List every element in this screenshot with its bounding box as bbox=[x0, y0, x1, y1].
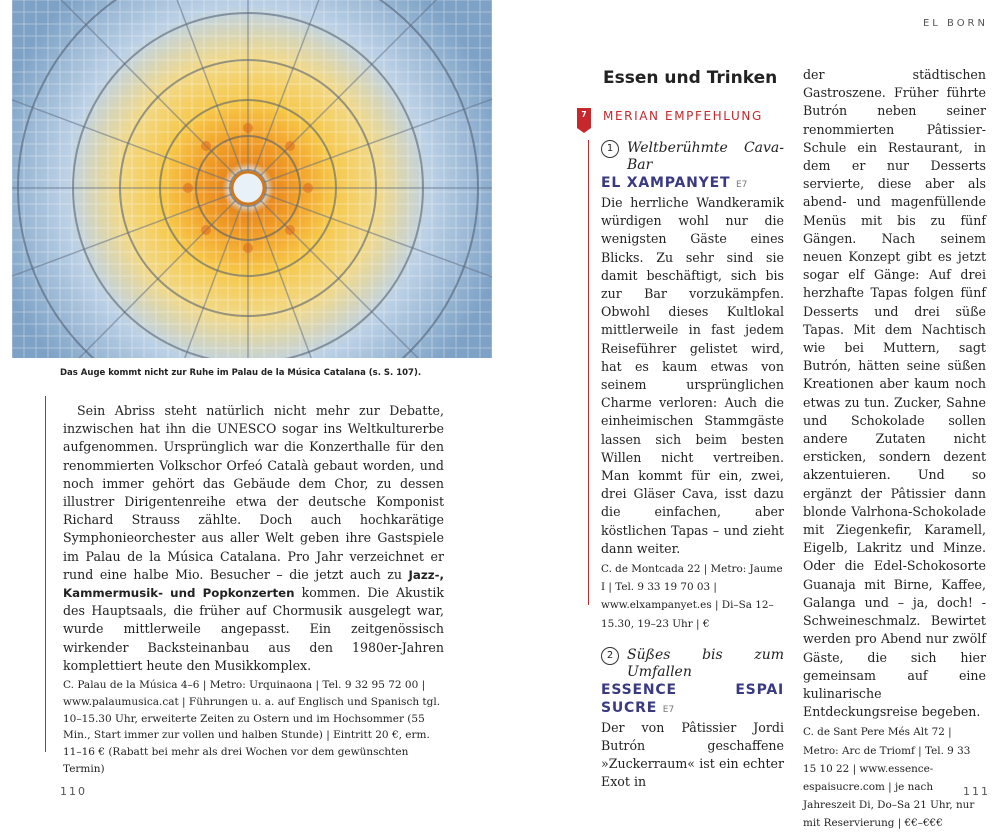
left-body-text bbox=[63, 402, 444, 778]
entry-headline-text: Weltberühmte Cava-Bar bbox=[627, 140, 784, 173]
paragraph-text: Sein Abriss steht natürlich nicht mehr zur Debatte, inzwischen hat ihn die UNESCO sogar ins Weltkulturerbe aufgenommen. Ursprünglich war die Konzerthalle für den renommierten Volkschor Orfeó Català gebaut worden, und noch immer gehört das Gebäude dem Chor, zu dessen illustrer Dirigentenreihe etwa der deutsche Komponist Richard Strauss zählte. Doch auch hochkarätige Symphonieorchester aus aller Welt geben ihre Gastspiele im Palau de la Música Catalana. Pro Jahr verzeichnet er rund eine halbe Mio. Besucher – die jetzt auch zu bbox=[63, 403, 444, 582]
entry-text: Der von Pâtissier Jordi Butrón geschaffene »Zuckerraum« ist ein echter Exot in bbox=[601, 719, 784, 790]
column-one bbox=[601, 140, 784, 792]
left-accent-rule bbox=[45, 396, 46, 752]
number-circle-icon: 2 bbox=[601, 647, 619, 665]
venue-name-text: EL XAMPANYET bbox=[601, 175, 731, 191]
recommendation-badge-icon: 7 bbox=[577, 108, 591, 128]
number-circle-icon: 1 bbox=[601, 140, 619, 158]
entry-headline bbox=[601, 140, 784, 174]
merian-recommendation-label: MERIAN EMPFEHLUNG bbox=[603, 109, 763, 123]
body-paragraph bbox=[63, 402, 444, 675]
page-number-right: 111 bbox=[963, 785, 990, 798]
right-accent-rule bbox=[588, 140, 589, 605]
section-title: Essen und Trinken bbox=[603, 68, 778, 88]
palau-info: C. Palau de la Música 4–6 | Metro: Urquinaona | Tel. 9 32 95 72 00 | www.palaumusica.cat | Führungen u. a. auf Englisch und Spanisch tgl. 10–15.30 Uhr, erweiterte Zeiten zu Ostern und im Hochsommer (55 Min., Start immer zur vollen und halben Stunde) | Eintritt 20 €, erm. 11–16 € (Rabatt bei mehr als drei Wochen vor dem gewünschten Termin) bbox=[63, 679, 441, 776]
highlight-concerts: Jazz-, Kammermusik- und Popkonzerten bbox=[63, 567, 444, 601]
entry-text: Die herrliche Wandkeramik würdigen wohl nur die wenigsten Gäste eines Blicks. Zu sehr sind sie damit beschäftigt, sich bis zur Bar vorzukämpfen. Obwohl dieses Kultlokal mittlerweile in fast jedem Reiseführer gelistet wird, hat es kaum etwas von seinem ursprünglichen Charme verloren: Auch die einheimischen Stammgäste lassen sich beim besten Willen nicht vertreiben. Man kommt für ein, zwei, drei Gläser Cava, isst dazu die einfachen, aber köstlichen Tapas – und zieht dann weiter. bbox=[601, 195, 784, 556]
badge-tip bbox=[577, 128, 591, 133]
venue-name bbox=[601, 174, 784, 194]
running-header: EL BORN bbox=[922, 18, 988, 29]
venue-info: C. de Montcada 22 | Metro: Jaume I | Tel. 9 33 19 70 03 | www.elxampanyet.es | Di–Sa 12–15.30, 19–23 Uhr | € bbox=[601, 563, 783, 630]
venue-name bbox=[601, 681, 784, 719]
stained-glass-photo bbox=[12, 0, 492, 358]
column-two bbox=[803, 66, 986, 833]
map-grid-reference: E7 bbox=[662, 704, 675, 715]
entry-headline bbox=[601, 647, 784, 681]
paragraph-text: kommen. Die Akustik des Hauptsaals, die früher auf Chormusik ausgelegt war, wurde mittlerweile angepasst. Ein zeitgenössisch wirkender Backsteinanbau aus den 1980er-Jahren komplettiert heute den Musikkomplex. bbox=[63, 585, 444, 673]
entry-headline-text: Süßes bis zum Umfallen bbox=[627, 646, 784, 680]
page-number-left: 110 bbox=[60, 785, 87, 798]
venue-info: C. de Sant Pere Més Alt 72 | Metro: Arc de Triomf | Tel. 9 33 15 10 22 | www.essence-espaisucre.com | je nach Jahreszeit Di, Do–Sa 21 Uhr, nur mit Reservierung | €€–€€€ bbox=[803, 726, 975, 830]
photo-caption: Das Auge kommt nicht zur Ruhe im Palau de la Música Catalana (s. S. 107). bbox=[60, 368, 422, 378]
entry-text-continued: der städtischen Gastroszene. Früher führte Butrón neben seiner renommierten Pâtissier-Schule ein Restaurant, in dem er nur Desserts servierte, diese aber als abend- und magenfüllende Menüs mit bis zu fünf Gängen. Nach seinem neuen Konzept gibt es jetzt sogar elf Gänge: Auf drei herzhafte Tapas folgen fünf Desserts und drei süße Tapas. Mit dem Nachtisch wie bei Muttern, sagt Butrón, hätten seine süßen Kreationen aber kaum noch etwas zu tun. Zucker, Sahne und Schokolade sollen andere Zutaten nicht ersticken, sondern dezent akzentuieren. Und so ergänzt der Pâtissier dann blonde Valrhona-Schokolade mit Ziegenkefir, Karamell, Eigelb, Lakritz und Minze. Oder die Edel-Schokosorte Guanaja mit Birne, Kaffee, Galanga und – ja, doch! - Schweineschmalz. Bewirtet werden pro Abend nur zwölf Gäste, die sich hier gemeinsam auf eine kulinarische Entdeckungsreise begeben. bbox=[803, 67, 986, 720]
map-grid-reference: E7 bbox=[736, 180, 748, 190]
venue-name-text: ESSENCE ESPAI SUCRE bbox=[601, 681, 784, 716]
